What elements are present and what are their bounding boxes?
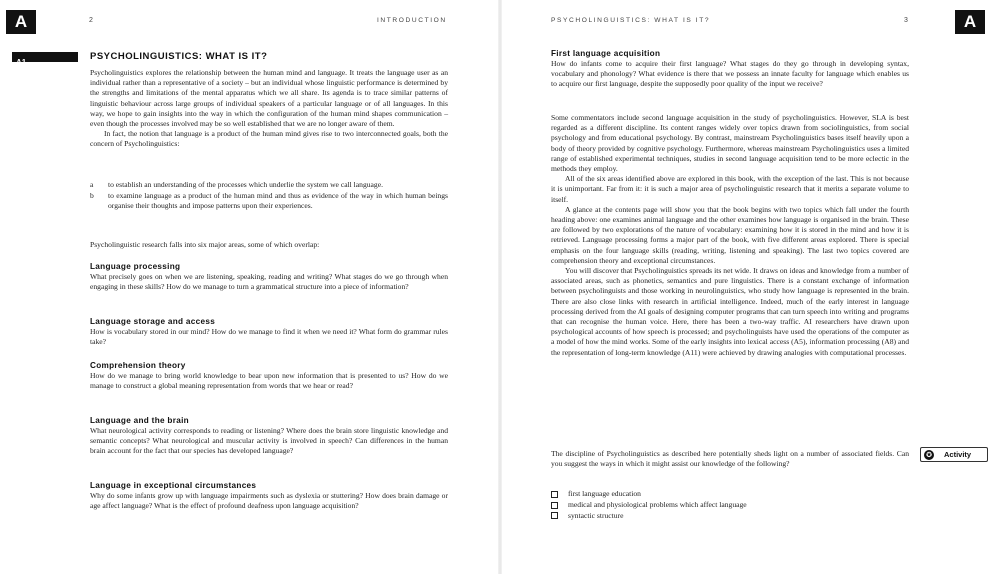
areas-paragraph: Psycholinguistic research falls into six major areas, some of which overlap:: [90, 240, 320, 249]
section-tab-left: A: [6, 10, 36, 34]
area-block: [90, 481, 448, 511]
activity-badge: [920, 447, 988, 462]
running-head-left: INTRODUCTION: [377, 17, 447, 24]
checklist-text: syntactic structure: [568, 510, 624, 520]
checklist-item: [551, 511, 909, 522]
goal-label: b: [90, 191, 94, 201]
running-head-right: PSYCHOLINGUISTICS: WHAT IS IT?: [551, 17, 711, 24]
paragraph: Some commentators include second language acquisition in the study of psycholinguistics. However, SLA is best regarded as a different discipline. Its content ranges widely over topics drawn from sociolinguistics, from social psychology and from educational psychology. By contrast, mainstream Psycholinguistics bases itself heavily upon a body of theory provided by cognitive psychology. Furthermore, whereas mainstream Psycholinguistics uses a limited range of established experimental techniques, studies in second language acquisition tend to be more eclectic in the methods they employ.: [551, 113, 909, 174]
paragraph: All of the six areas identified above are explored in this book, with the exception of the last. This is not because it is unimportant. Far from it: it is such a major area of psycholinguistic research that it merits a separate volume to itself.: [551, 174, 909, 204]
area-block: [90, 317, 448, 347]
unit-label-bar: [12, 52, 78, 67]
section-title: PSYCHOLINGUISTICS: WHAT IS IT?: [90, 51, 268, 62]
area-text: Why do some infants grow up with language impairments such as dyslexia or stuttering? How does brain damage or age affect language? What is the effect of profound deafness upon language acquisition?: [90, 491, 448, 511]
goal-text: to examine language as a product of the human mind and thus as evidence of the way in which human beings organise their thoughts and impose patterns upon their experiences.: [108, 191, 448, 211]
first-language-block: [551, 49, 909, 90]
checkbox-icon: [551, 512, 558, 519]
first-language-heading: First language acquisition: [551, 49, 661, 58]
activity-checklist: [551, 489, 909, 521]
area-heading: Comprehension theory: [90, 361, 186, 370]
discussion-block: [551, 113, 909, 358]
section-tab-right: A: [955, 10, 985, 34]
goals-paragraph: In fact, the notion that language is a product of the human mind gives rise to two interconnected goals, both the concern of Psycholinguistics:: [90, 129, 448, 149]
unit-label: A1: [16, 58, 27, 67]
checkbox-icon: [551, 502, 558, 509]
goal-item: [90, 191, 448, 211]
star-icon: ✪: [924, 450, 934, 460]
area-heading: Language storage and access: [90, 317, 216, 326]
area-text: What precisely goes on when we are listening, speaking, reading and writing? What stages do we go through when engaging in these skills? How do we manage to turn a grammatical structure into a piece of information?: [90, 272, 448, 292]
area-block: [90, 361, 448, 391]
page-number-left: 2: [89, 17, 93, 24]
page-number-right: 3: [904, 17, 908, 24]
activity-paragraph: The discipline of Psycholinguistics as described here potentially sheds light on a number of associated fields. Can you suggest the ways in which it might assist our knowledge of the following?: [551, 449, 909, 469]
goals-list: [90, 180, 448, 213]
goal-text: to establish an understanding of the processes which underlie the system we call language.: [108, 180, 383, 189]
paragraph: You will discover that Psycholinguistics spreads its net wide. It draws on ideas and knowledge from a number of associated areas, such as phonetics, semantics and pure linguistics. There is a constant exchange of information between psycholinguists and those working in neurolinguistics, who study how language is represented in the brain. There are also close links with research in artificial intelligence. Indeed, much of the early interest in language processing derived from the AI goals of designing computer programs that can turn speech into writing and programs that can recognise the human voice. Here, there has been a two-way traffic. AI researchers have drawn upon psychological accounts of how speech is processed; and psycholinguists have used the operations of the computer as a model of how the mind works. Some of the early insights into lexical access (A5), information processing (A8) and the representation of long-term knowledge (A11) were achieved by drawing analogies with computational processes.: [551, 266, 909, 357]
areas-intro: [90, 240, 448, 250]
checklist-text: medical and physiological problems which affect language: [568, 499, 747, 509]
activity-label: Activity: [944, 450, 972, 459]
checklist-text: first language education: [568, 489, 641, 498]
goal-item: [90, 180, 448, 190]
first-language-text: How do infants come to acquire their first language? What stages do they go through in developing syntax, vocabulary and phonology? What evidence is there that we possess an innate faculty for language which enables us to acquire our first language, despite the supposedly poor quality of the input we receive?: [551, 59, 909, 89]
goal-label: a: [90, 180, 94, 189]
area-text: What neurological activity corresponds to reading or listening? Where does the brain store linguistic knowledge and semantic concepts? What neurological and muscular activity is involved in speech? Can differences in the human brain account for the fact that our species has developed language?: [90, 426, 448, 456]
paragraph: A glance at the contents page will show you that the book begins with two topics which fall under the fourth heading above: one examines animal language and the other examines how language is organised in the brain. These are followed by two explorations of the nature of vocabulary: examining how it is stored in the mind and how it is retrieved. Language processing forms a major part of the book, with five different areas explored. There is special emphasis on the four language skills (reading, writing, listening and speaking). The last two topics covered are comprehension theory and exceptional circumstances.: [551, 204, 909, 265]
checklist-item: [551, 489, 909, 500]
area-block: [90, 416, 448, 457]
intro-block: [90, 68, 448, 150]
checklist-item: [551, 500, 909, 511]
area-block: [90, 262, 448, 292]
area-heading: Language and the brain: [90, 416, 189, 425]
checkbox-icon: [551, 491, 558, 498]
activity-block: [551, 449, 909, 469]
area-heading: Language processing: [90, 262, 181, 271]
area-heading: Language in exceptional circumstances: [90, 481, 257, 490]
area-text: How do we manage to bring world knowledge to bear upon new information that is presented to us? How do we manage to construct a global meaning representation from words that we hear or read?: [90, 371, 448, 391]
intro-paragraph: Psycholinguistics explores the relationship between the human mind and language. It treats the language user as an individual rather than a representative of a society – but an individual whose linguistic performance is determined by the strengths and limitations of the mental apparatus which we all share. Its agenda is to trace similar patterns of linguistic behaviour across large groups of individual speakers of a particular language or of all languages. In this way, we hope to gain insights into the way in which the configuration of the human mind shapes communication – even though the processes involved may be so well established that we are no longer aware of them.: [90, 68, 448, 129]
area-text: How is vocabulary stored in our mind? How do we manage to find it when we need it? What form do grammar rules take?: [90, 327, 448, 347]
